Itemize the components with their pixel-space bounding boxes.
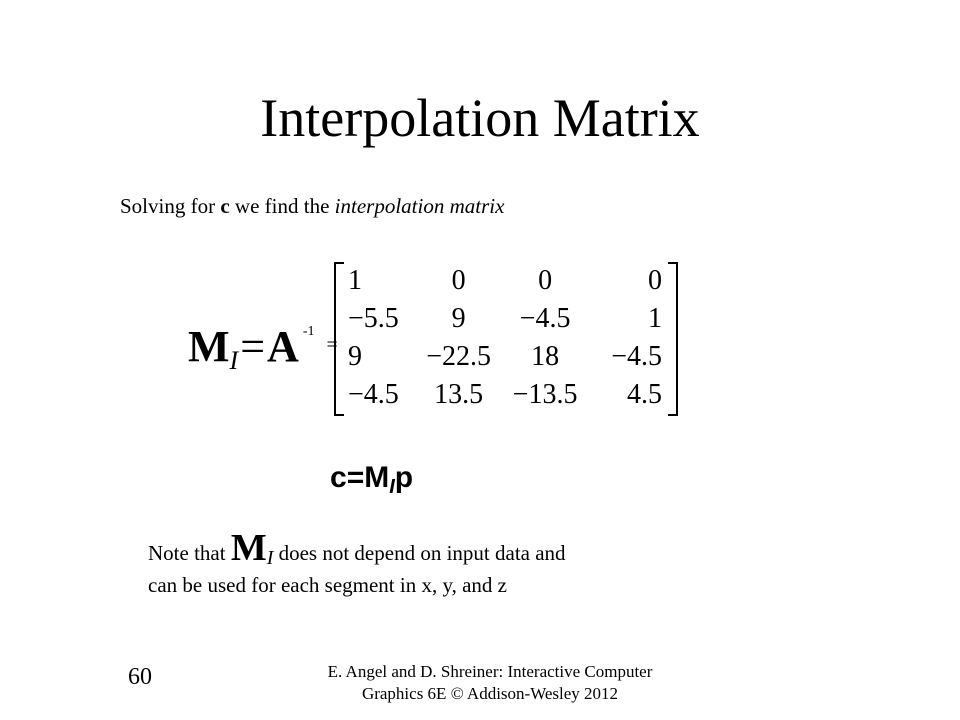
formula-equals: = xyxy=(346,461,365,494)
matrix-cell: −13.5 xyxy=(512,379,578,410)
matrix-cell: 0 xyxy=(538,265,553,296)
matrix-cell: 1 xyxy=(348,265,362,296)
intro-italic: interpolation matrix xyxy=(334,194,505,218)
citation-line1: E. Angel and D. Shreiner: Interactive Computer xyxy=(327,662,653,681)
matrix-row xyxy=(344,338,668,376)
citation-line2: Graphics 6E © Addison-Wesley 2012 xyxy=(361,684,619,703)
matrix-cell: 13.5 xyxy=(434,379,484,410)
matrix-cell: 1 xyxy=(648,303,662,334)
equation-inverse: -1 xyxy=(302,324,315,339)
note-line1-rest: does not depend on input data and xyxy=(278,541,566,565)
slide-title: Interpolation Matrix xyxy=(260,88,700,148)
equation-a: A xyxy=(267,322,299,371)
interpolation-matrix xyxy=(344,262,668,414)
intro-text xyxy=(120,193,504,219)
footer-citation xyxy=(280,661,700,705)
note-prefix: Note that xyxy=(148,541,226,565)
matrix-right-bracket xyxy=(668,262,678,416)
intro-prefix: Solving for xyxy=(120,194,216,218)
formula-p: p xyxy=(394,461,414,494)
matrix-cell: 18 xyxy=(531,341,560,372)
formula-c-equals-mp xyxy=(330,460,413,499)
formula-m: M xyxy=(364,461,390,494)
formula-c: c xyxy=(330,461,347,494)
matrix-cell: 0 xyxy=(451,265,466,296)
formula-sub: I xyxy=(389,476,395,498)
matrix-cell: −4.5 xyxy=(611,341,662,372)
note-line2: can be used for each segment in x, y, and z xyxy=(148,573,507,597)
matrix-equation-lhs xyxy=(188,322,338,375)
equation-equals: = xyxy=(240,322,266,371)
matrix-cell: −4.5 xyxy=(348,379,399,410)
equation-m: M xyxy=(188,322,230,371)
matrix-cell: −5.5 xyxy=(348,303,399,334)
matrix-cell: 9 xyxy=(451,303,466,334)
matrix-row xyxy=(344,376,668,414)
matrix-left-bracket xyxy=(334,262,344,416)
matrix-cell: −22.5 xyxy=(426,341,492,372)
note-m: M xyxy=(230,527,267,569)
intro-middle: we find the xyxy=(234,194,330,218)
matrix-cell: 0 xyxy=(648,265,662,296)
note-text xyxy=(148,527,708,601)
slide-number: 60 xyxy=(128,664,152,690)
matrix-cell: 9 xyxy=(348,341,362,372)
matrix-row xyxy=(344,262,668,300)
matrix-cell: −4.5 xyxy=(519,303,571,334)
note-sub: I xyxy=(266,547,274,569)
equation-equals-2: = xyxy=(326,334,338,356)
matrix-row xyxy=(344,300,668,338)
equation-sub: I xyxy=(229,346,239,375)
intro-bold-c: c xyxy=(220,194,230,218)
matrix-cell: 4.5 xyxy=(627,379,662,410)
